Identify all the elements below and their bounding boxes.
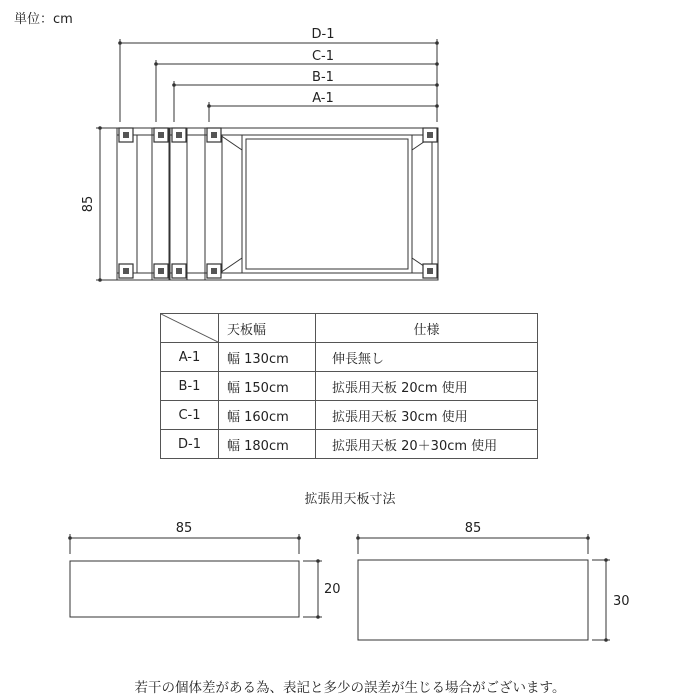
- header-spec: 仕様: [316, 314, 538, 343]
- panel-30-depth-label: 30: [613, 594, 630, 609]
- row-spec: 拡張用天板 30cm 使用: [316, 401, 538, 430]
- row-width: 幅 180cm: [219, 430, 316, 459]
- row-spec: 伸長無し: [316, 343, 538, 372]
- extension-panel-30: [358, 560, 588, 640]
- table-corner-cell: [161, 314, 219, 343]
- table-row: [161, 343, 538, 372]
- panel-30-length-label: 85: [464, 521, 482, 536]
- row-model: A-1: [161, 343, 219, 372]
- width-label-d1: D-1: [311, 27, 335, 42]
- extension-panel-20: [70, 561, 299, 617]
- width-label-b1: B-1: [312, 70, 334, 85]
- table-row: [161, 430, 538, 459]
- panel-20-length-label: 85: [175, 521, 193, 536]
- row-spec: 拡張用天板 20cm 使用: [316, 372, 538, 401]
- leg-posts: [119, 128, 437, 278]
- footnote: 若干の個体差がある為、表記と多少の誤差が生じる場合がございます。: [134, 680, 566, 696]
- row-width: 幅 130cm: [219, 343, 316, 372]
- row-width: 幅 150cm: [219, 372, 316, 401]
- inner-panel: [242, 135, 412, 273]
- row-width: 幅 160cm: [219, 401, 316, 430]
- row-model: D-1: [161, 430, 219, 459]
- spec-table: [160, 313, 538, 459]
- row-model: B-1: [161, 372, 219, 401]
- table-row: [161, 372, 538, 401]
- panel-20-depth-label: 20: [324, 582, 341, 597]
- table-frame: [117, 128, 438, 280]
- table-row: [161, 401, 538, 430]
- width-label-a1: A-1: [312, 91, 334, 106]
- row-spec: 拡張用天板 20＋30cm 使用: [316, 430, 538, 459]
- height-label: 85: [81, 195, 96, 213]
- extension-section-title: 拡張用天板寸法: [304, 492, 396, 507]
- extension-board-20: [170, 128, 187, 280]
- unit-label: 単位：cm: [14, 12, 73, 27]
- extension-board-30: [152, 128, 169, 280]
- width-label-c1: C-1: [311, 49, 335, 64]
- row-model: C-1: [161, 401, 219, 430]
- header-width: 天板幅: [219, 314, 316, 343]
- table-header-row: [161, 314, 538, 343]
